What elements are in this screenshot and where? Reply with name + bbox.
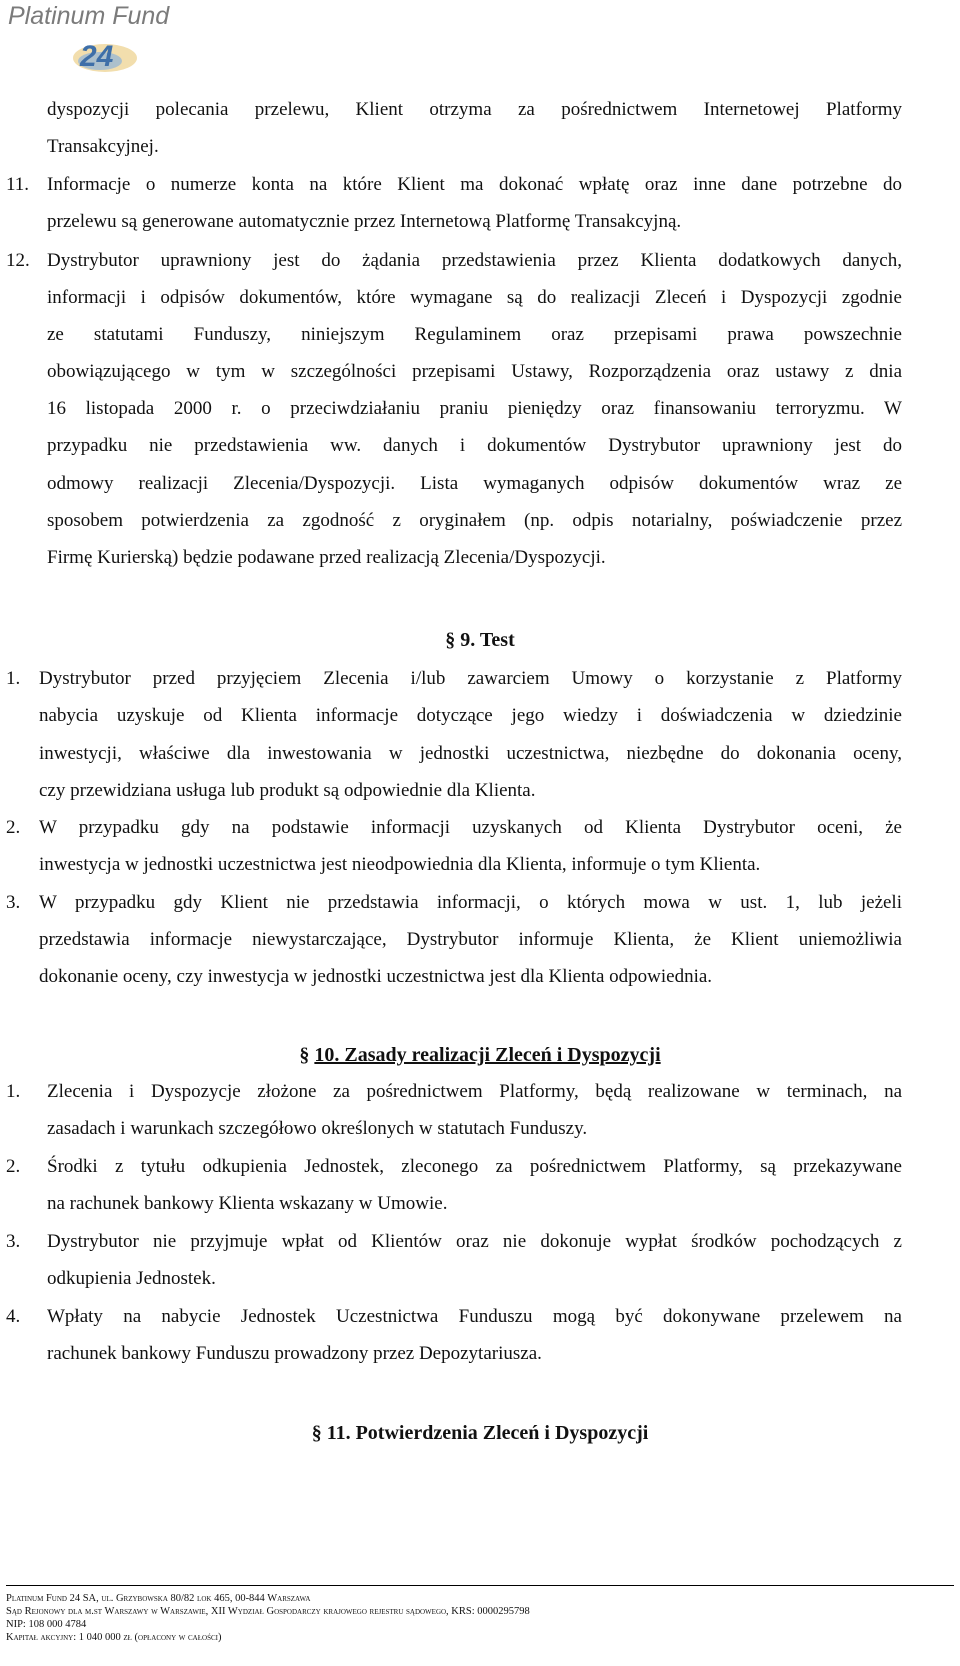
paragraph-line: odmowy realizacji Zlecenia/Dyspozycji. Lista wymaganych odpisów dokumentów wraz ze (47, 473, 902, 494)
paragraph-line: na rachunek bankowy Klienta wskazany w Umowie. (47, 1193, 448, 1214)
footer-line: Sąd Rejonowy dla m.st Warszawy w Warszawie, XII Wydział Gospodarczy krajowego rejestru sądowego, KRS: 0000295798 (6, 1606, 530, 1617)
paragraph-line: Dystrybutor nie przyjmuje wpłat od Klientów oraz nie dokonuje wypłat środków pochodzących z (47, 1231, 902, 1252)
paragraph-line: 16 listopada 2000 r. o przeciwdziałaniu praniu pieniędzy oraz finansowaniu terroryzmu. W (47, 398, 902, 419)
paragraph-line: inwestycja w jednostki uczestnictwa jest nieodpowiednia dla Klienta, informuje o tym Klienta. (39, 854, 761, 875)
item-number: 4. (6, 1306, 21, 1327)
paragraph-line: W przypadku gdy na podstawie informacji uzyskanych od Klienta Dystrybutor oceni, że (39, 817, 902, 838)
item-number: 3. (6, 892, 21, 913)
section-heading: § 11. Potwierdzenia Zleceń i Dyspozycji (311, 1422, 649, 1444)
paragraph-line: odkupienia Jednostek. (47, 1268, 216, 1289)
item-number: 2. (6, 1156, 21, 1177)
paragraph-line: sposobem potwierdzenia za zgodność z oryginałem (np. odpis notarialny, poświadczenie przez (47, 510, 902, 531)
paragraph-line: dokonanie oceny, czy inwestycja w jednostki uczestnictwa jest dla Klienta odpowiednia. (39, 966, 713, 987)
paragraph-line: Wpłaty na nabycie Jednostek Uczestnictwa Funduszu mogą być dokonywane przelewem na (47, 1306, 902, 1327)
paragraph-line: czy przewidziana usługa lub produkt są odpowiednie dla Klienta. (39, 780, 536, 801)
section-title: 10. Zasady realizacji Zleceń i Dyspozycji (314, 1044, 661, 1066)
logo-text: Platinum Fund (8, 2, 170, 30)
logo-24-badge (70, 28, 140, 76)
section-heading: § 9. Test (445, 629, 515, 651)
paragraph-line: Dystrybutor przed przyjęciem Zlecenia i/lub zawarciem Umowy o korzystanie z Platformy (39, 668, 902, 689)
paragraph-line: obowiązującego w tym w szczególności przepisami Ustawy, Rozporządzenia oraz ustawy z dnia (47, 361, 902, 382)
paragraph-line: przedstawia informacje niewystarczające, Dystrybutor informuje Klienta, że Klient uniemożliwia (39, 929, 902, 950)
item-number: 3. (6, 1231, 21, 1252)
paragraph-line: przelewu są generowane automatycznie przez Internetową Platformę Transakcyjną. (47, 211, 682, 232)
item-number: 2. (6, 817, 21, 838)
paragraph-line: Informacje o numerze konta na które Klient ma dokonać wpłatę oraz inne dane potrzebne do (47, 174, 902, 195)
footer-line: NIP: 108 000 4784 (6, 1619, 87, 1630)
item-number: 1. (6, 668, 21, 689)
item-number: 11. (6, 174, 30, 195)
paragraph-line: informacji i odpisów dokumentów, które wymagane są do realizacji Zleceń i Dyspozycji zgodnie (47, 287, 902, 308)
item-number: 1. (6, 1081, 21, 1102)
paragraph-line: rachunek bankowy Funduszu prowadzony przez Depozytariusza. (47, 1343, 542, 1364)
paragraph-line: zasadach i warunkach szczegółowo określonych w statutach Funduszy. (47, 1118, 588, 1139)
paragraph-line: Dystrybutor uprawniony jest do żądania przedstawienia przez Klienta dodatkowych danych, (47, 250, 902, 271)
page-footer (6, 1585, 954, 1644)
paragraph-line: inwestycji, właściwe dla inwestowania w jednostki uczestnictwa, niezbędne do dokonania oceny, (39, 743, 902, 764)
footer-line: Platinum Fund 24 SA, ul. Grzybowska 80/82 lok 465, 00-844 Warszawa (6, 1593, 311, 1604)
section-heading (0, 1042, 960, 1068)
paragraph-line: W przypadku gdy Klient nie przedstawia informacji, o których mowa w ust. 1, lub jeżeli (39, 892, 902, 913)
paragraph-line: nabycia uzyskuje od Klienta informacje dotyczące jego wiedzy i doświadczenia w dziedzinie (39, 705, 902, 726)
paragraph-line: Środki z tytułu odkupienia Jednostek, zleconego za pośrednictwem Platformy, są przekazywane (47, 1156, 902, 1177)
paragraph-line: Zlecenia i Dyspozycje złożone za pośrednictwem Platformy, będą realizowane w terminach, na (47, 1081, 902, 1102)
paragraph-line: dyspozycji polecania przelewu, Klient otrzyma za pośrednictwem Internetowej Platformy (47, 99, 902, 120)
paragraph-line: Transakcyjnej. (47, 136, 159, 157)
paragraph-line: Firmę Kurierską) będzie podawane przed realizacją Zlecenia/Dyspozycji. (47, 547, 606, 568)
company-logo (8, 0, 208, 78)
paragraph-line: przypadku nie przedstawienia ww. danych i dokumentów Dystrybutor uprawniony jest do (47, 435, 902, 456)
footer-line: Kapitał akcyjny: 1 040 000 zł (opłacony w całości) (6, 1632, 222, 1643)
paragraph-line: ze statutami Funduszy, niniejszym Regulaminem oraz przepisami prawa powszechnie (47, 324, 902, 345)
item-number: 12. (6, 250, 30, 271)
logo-number: 24 (80, 40, 114, 73)
section-sign: § (299, 1044, 310, 1066)
